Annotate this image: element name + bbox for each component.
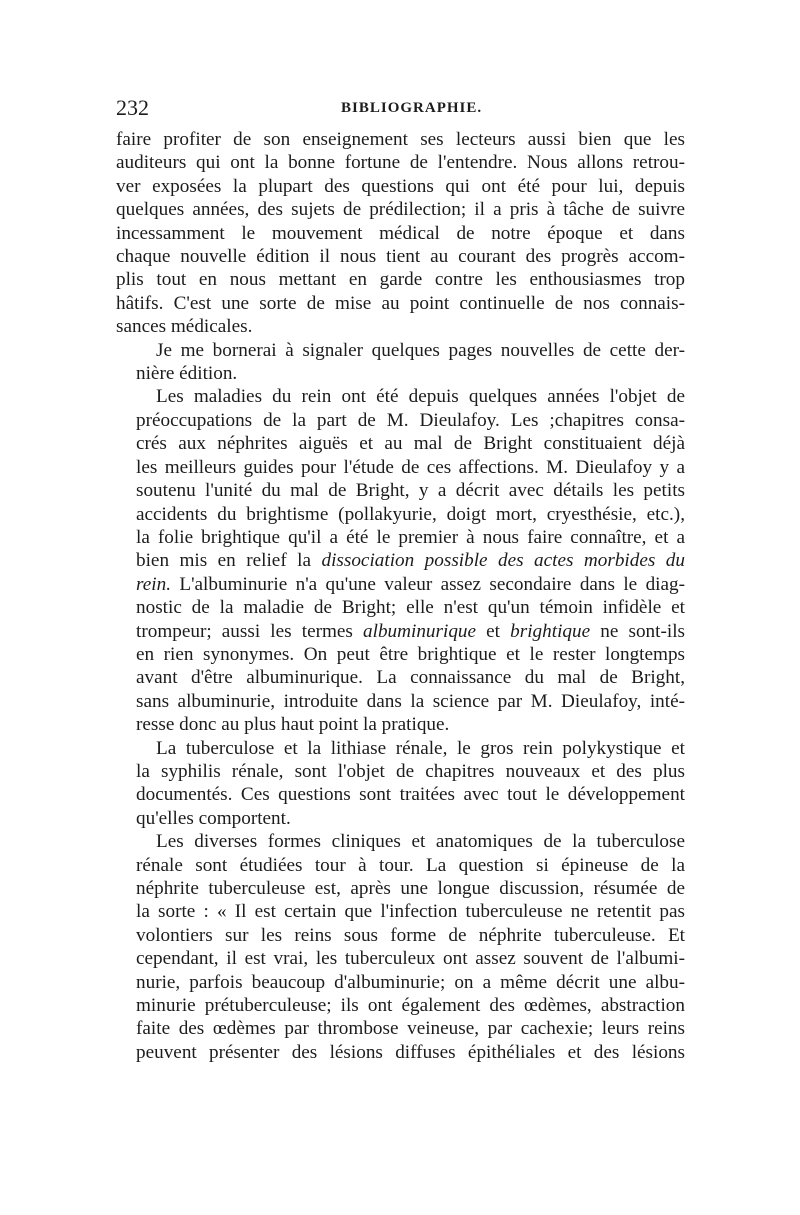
text-line bbox=[116, 339, 685, 362]
text-line bbox=[116, 783, 685, 806]
section-title: BIBLIOGRAPHIE. bbox=[341, 100, 483, 116]
italic-text: albuminurique bbox=[363, 620, 477, 642]
text-line bbox=[116, 479, 685, 502]
text-run: nière édition. bbox=[136, 363, 238, 385]
text-run: et bbox=[476, 620, 511, 642]
text-run: bien mis en relief la bbox=[136, 550, 322, 572]
paragraph bbox=[116, 385, 685, 736]
text-line bbox=[116, 268, 685, 291]
text-run: sans albuminurie, introduite dans la science par M. Dieulafoy, inté- bbox=[136, 690, 685, 712]
text-line bbox=[116, 315, 685, 338]
text-line bbox=[116, 830, 685, 853]
text-run: la sorte : « Il est certain que l'infection tuberculeuse ne retentit pas bbox=[136, 901, 685, 923]
text-line bbox=[116, 994, 685, 1017]
text-line bbox=[116, 854, 685, 877]
text-line bbox=[116, 409, 685, 432]
text-line bbox=[116, 737, 685, 760]
text-run: nostic de la maladie de Bright; elle n'est qu'un témoin infidèle et bbox=[136, 597, 685, 619]
text-line bbox=[116, 947, 685, 970]
text-run: Les maladies du rein ont été depuis quelques années l'objet de bbox=[156, 386, 685, 408]
body-text bbox=[116, 128, 685, 1064]
text-run: avant d'être albuminurique. La connaissance du mal de Bright, bbox=[136, 667, 685, 689]
text-line bbox=[116, 175, 685, 198]
paragraph bbox=[116, 830, 685, 1064]
text-run: volontiers sur les reins sous forme de néphrite tuberculeuse. Et bbox=[136, 924, 685, 946]
text-run: accidents du brightisme (pollakyurie, doigt mort, cryesthésie, etc.), bbox=[136, 503, 685, 525]
text-run: incessamment le mouvement médical de notre époque et dans bbox=[116, 222, 685, 244]
italic-text: dissociation possible des actes morbides du bbox=[321, 550, 685, 572]
text-line bbox=[116, 807, 685, 830]
text-run: documentés. Ces questions sont traitées avec tout le développement bbox=[136, 784, 685, 806]
text-line bbox=[116, 456, 685, 479]
text-line bbox=[116, 900, 685, 923]
text-line bbox=[116, 549, 685, 572]
text-line bbox=[116, 620, 685, 643]
text-line bbox=[116, 573, 685, 596]
text-line bbox=[116, 760, 685, 783]
text-run: ne sont-ils bbox=[590, 620, 685, 642]
text-run: qu'elles comportent. bbox=[136, 807, 291, 829]
text-line bbox=[116, 432, 685, 455]
paragraph bbox=[116, 339, 685, 386]
text-run: chaque nouvelle édition il nous tient au courant des progrès accom- bbox=[116, 246, 685, 268]
italic-text: brightique bbox=[510, 620, 591, 642]
text-line bbox=[116, 385, 685, 408]
text-line bbox=[116, 666, 685, 689]
text-line bbox=[116, 643, 685, 666]
text-line bbox=[116, 503, 685, 526]
text-line bbox=[116, 292, 685, 315]
text-run: rénale sont étudiées tour à tour. La question si épineuse de la bbox=[136, 854, 685, 876]
text-line bbox=[116, 198, 685, 221]
text-line bbox=[116, 690, 685, 713]
running-head bbox=[116, 94, 686, 122]
text-line bbox=[116, 877, 685, 900]
text-line bbox=[116, 1017, 685, 1040]
text-run: néphrite tuberculeuse est, après une longue discussion, résumée de bbox=[136, 878, 685, 899]
text-run: faire profiter de son enseignement ses lecteurs aussi bien que les bbox=[116, 129, 685, 150]
text-run: faite des œdèmes par thrombose veineuse, par cachexie; leurs reins bbox=[136, 1018, 685, 1040]
text-line bbox=[116, 151, 685, 174]
text-run: auditeurs qui ont la bonne fortune de l'entendre. Nous allons retrou- bbox=[116, 152, 685, 174]
text-run: les meilleurs guides pour l'étude de ces affections. M. Dieulafoy y a bbox=[136, 456, 685, 478]
text-line bbox=[116, 222, 685, 245]
text-line bbox=[116, 1041, 685, 1064]
text-run: La tuberculose et la lithiase rénale, le gros rein polykystique et bbox=[156, 737, 685, 759]
text-run: crés aux néphrites aiguës et au mal de Bright constituaient déjà bbox=[136, 433, 685, 455]
text-run: quelques années, des sujets de prédilection; il a pris à tâche de suivre bbox=[116, 199, 685, 221]
text-run: la syphilis rénale, sont l'objet de chapitres nouveaux et des plus bbox=[136, 760, 685, 782]
text-run: Les diverses formes cliniques et anatomiques de la tuberculose bbox=[156, 831, 685, 853]
text-line bbox=[116, 245, 685, 268]
text-run: sances médicales. bbox=[116, 316, 253, 338]
text-run: hâtifs. C'est une sorte de mise au point continuelle de nos connais- bbox=[116, 292, 685, 314]
text-run: peuvent présenter des lésions diffuses épithéliales et des lésions bbox=[136, 1041, 685, 1063]
text-run: soutenu l'unité du mal de Bright, y a décrit avec détails les petits bbox=[136, 480, 685, 502]
text-run: préoccupations de la part de M. Dieulafoy. Les ;chapitres consa- bbox=[136, 409, 685, 431]
paragraph bbox=[116, 128, 685, 339]
text-run: L'albuminurie n'a qu'une valeur assez secondaire dans le diag- bbox=[171, 573, 685, 595]
italic-text: rein. bbox=[136, 573, 171, 595]
text-run: la folie brightique qu'il a été le premier à nous faire connaître, et a bbox=[136, 526, 685, 548]
text-run: en rien synonymes. On peut être brightique et le rester longtemps bbox=[136, 643, 685, 665]
text-line bbox=[116, 713, 685, 736]
text-line bbox=[116, 526, 685, 549]
text-run: resse donc au plus haut point la pratique. bbox=[136, 714, 450, 736]
paragraph bbox=[116, 737, 685, 831]
text-line bbox=[116, 128, 685, 151]
text-line bbox=[116, 596, 685, 619]
text-run: cependant, il est vrai, les tuberculeux ont assez souvent de l'albumi- bbox=[136, 948, 685, 970]
text-line bbox=[116, 971, 685, 994]
text-run: minurie prétuberculeuse; ils ont également des œdèmes, abstraction bbox=[136, 995, 685, 1017]
text-run: trompeur; aussi les termes bbox=[136, 620, 364, 642]
text-run: ver exposées la plupart des questions qui ont été pour lui, depuis bbox=[116, 175, 685, 197]
text-run: Je me bornerai à signaler quelques pages nouvelles de cette der- bbox=[156, 339, 685, 361]
text-run: nurie, parfois beaucoup d'albuminurie; on a même décrit une albu- bbox=[136, 971, 685, 993]
text-line bbox=[116, 924, 685, 947]
text-run: plis tout en nous mettant en garde contre les enthousiasmes trop bbox=[116, 269, 685, 291]
page-number: 232 bbox=[116, 95, 149, 120]
text-line bbox=[116, 362, 685, 385]
